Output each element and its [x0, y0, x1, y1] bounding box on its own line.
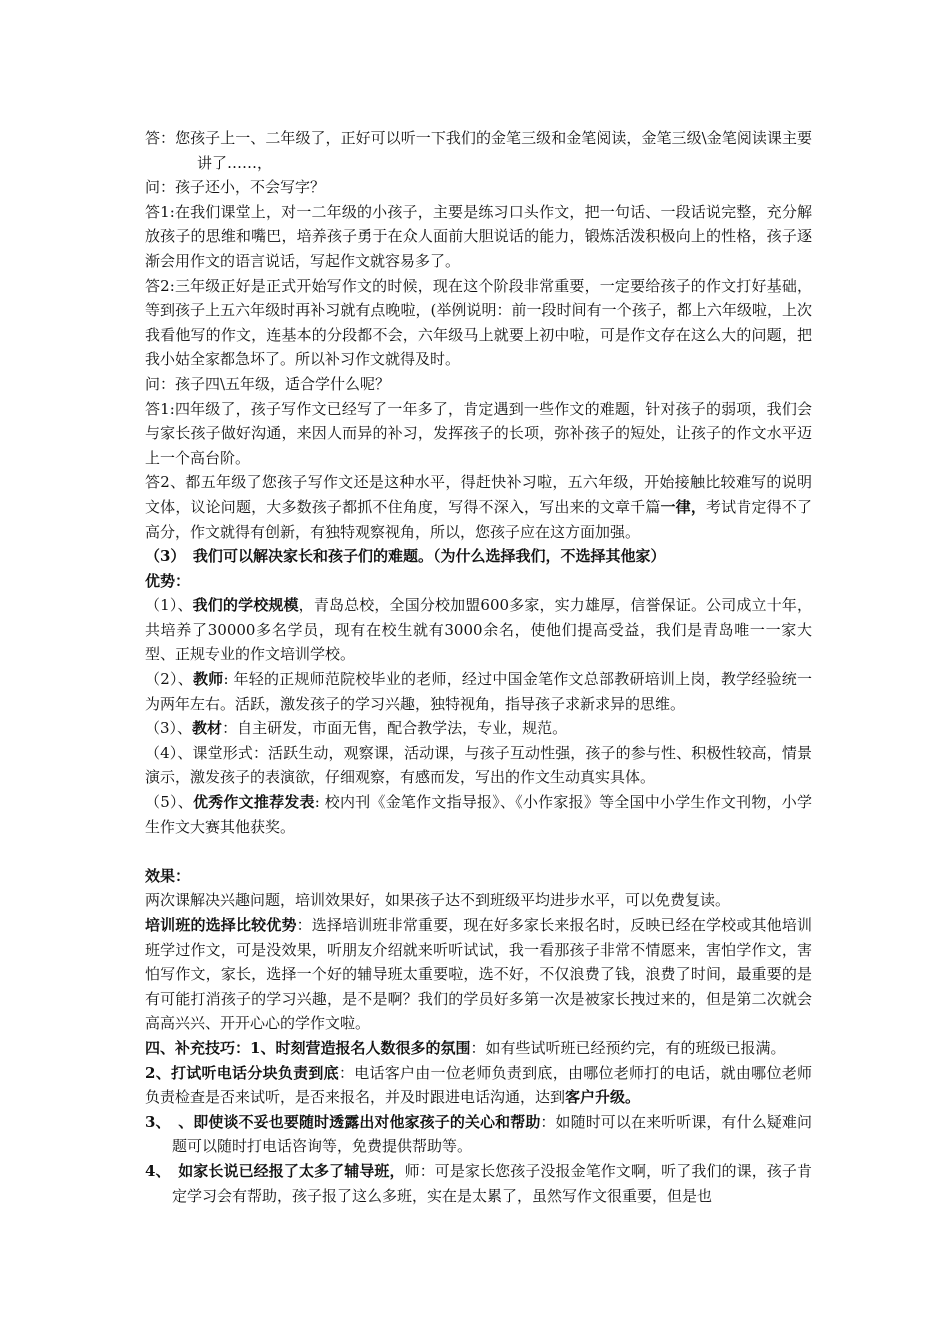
- compare-text: ：选择培训班非常重要，现在好多家长来报名时，反映已经在学校或其他培训班学过作文，可是没效果，听朋友介绍就来听听试试，我一看那孩子非常不情愿来，害怕学作文，害怕写作文，家长，选择一个好的辅导班太重要啦，选不好，不仅浪费了钱，浪费了时间，最重要的是有可能打消孩子的学习兴趣，是不是啊？我们的学员好多第一次是被家长拽过来的，但是第二次就会高高兴兴、开开心心的学作文啦。: [145, 916, 812, 1033]
- question-grade-4-5: 问：孩子四\五年级，适合学什么呢？: [145, 374, 391, 393]
- tip-4-title: 如家长说已经报了太多了辅导班，: [178, 1161, 405, 1180]
- blank-line: [145, 839, 812, 864]
- effect-text: 两次课解决兴趣问题，培训效果好，如果孩子达不到班级平均进步水平，可以免费复读。: [145, 891, 731, 910]
- compare-title: 培训班的选择比较优势: [145, 916, 297, 934]
- tip-3-text: ：如随时可以在来听听课，有什么疑难问题可以随时打电话咨询等，免费提供帮助等。: [172, 1112, 812, 1156]
- tip-4-paragraph: [145, 1159, 812, 1208]
- advantage-title: 我们的学校规模: [192, 596, 299, 615]
- answer-2-grade-3: 答2:三年级正好是正式开始写作文的时候，现在这个阶段非常重要，一定要给孩子的作文打好基础，等到孩子上五六年级时再补习就有点晚啦，(举例说明：前一段时间有一个孩子，都上六年级啦，上次我看他写的作文，连基本的分段都不会，六年级马上就要上初中啦，可是作文存在这么大的问题，把我小姑全家都急坏了。所以补习作文就得及时。: [145, 276, 812, 369]
- answer-1-young: 答1:在我们课堂上，对一二年级的小孩子，主要是练习口头作文，把一句话、一段话说完整，充分解放孩子的思维和嘴巴，培养孩子勇于在众人面前大胆说话的能力，锻炼活泼积极向上的性格，孩子逐渐会用作文的语言说话，写起作文就容易多了。: [145, 202, 812, 270]
- answer-2-grade-5-post: 考试肯定得不了高分，作文就得有创新，有独特观察视角，所以，您孩子应在这方面加强。: [145, 497, 812, 541]
- advantage-title: 教材: [192, 719, 223, 738]
- tip-2-text: ：电话客户由一位老师负责到底，由哪位老师打的电话，就由哪位老师负责检查是否来试听，是否来报名，并及时跟进电话沟通，达到: [145, 1063, 812, 1107]
- question-too-young: 问：孩子还小，不会写字？: [145, 178, 326, 197]
- answer-2-grade-5-bold: 一律，: [660, 497, 707, 516]
- answer-2-grade-5-pre: 答2、都五年级了您孩子写作文还是这种水平，得赶快补习啦，五六年级，开始接触比较难写的说明文体，议论问题，大多数孩子都抓不住角度，写得不深入，写出来的文章千篇: [145, 473, 812, 516]
- advantage-text: ：自主研发，市面无售，配合教学法，专业，规范。: [222, 719, 568, 738]
- advantage-text: ，青岛总校，全国分校加盟600多家，实力雄厚，信誉保证。公司成立十年，共培养了30000多名学员，现有在校生就有3000余名，使他们提高受益，我们是青岛唯一一家大型、正规专业的作文培训学校。: [145, 596, 812, 664]
- compare-paragraph: [145, 913, 812, 1036]
- tips-paragraph: [145, 1036, 812, 1061]
- answer-1-grade-4: 答1:四年级了，孩子写作文已经写了一年多了，肯定遇到一些作文的难题，针对孩子的弱项，我们会与家长孩子做好沟通，来因人而异的补习，发挥孩子的长项，弥补孩子的短处，让孩子的作文水平迈上一个高台阶。: [145, 399, 812, 467]
- effect-label: 效果：: [145, 866, 191, 885]
- tip-2-title: 2、打试听电话分块负责到底: [145, 1063, 339, 1082]
- advantage-item: [145, 593, 812, 667]
- advantage-item: [145, 716, 812, 741]
- tip-3-paragraph: [145, 1110, 812, 1159]
- advantage-num: （1）、: [145, 596, 193, 615]
- tip-3-num: 3、: [145, 1112, 179, 1131]
- advantage-item: [145, 741, 812, 790]
- tip-4-num: 4、: [145, 1161, 179, 1180]
- tip-2-paragraph: [145, 1061, 812, 1110]
- section-3-heading: （3） 我们可以解决家长和孩子们的难题。（为什么选择我们，不选择其他家）: [145, 547, 666, 566]
- tip-4-text: 师：可是家长您孩子没报金笔作文啊，听了我们的课，孩子肯定学习会有帮助，孩子报了这么多班，实在是太累了，虽然写作文很重要，但是也: [172, 1161, 812, 1205]
- advantage-num: （5）、: [145, 793, 193, 812]
- advantage-num: （4）、: [145, 743, 193, 762]
- advantages-label: 优势：: [145, 571, 191, 590]
- advantage-num: （2）、: [145, 670, 193, 689]
- advantage-text: : 校内刊《金笔作文指导报》、《小作家报》等全国中小学生作文刊物，小学生作文大赛其他获奖。: [145, 793, 813, 836]
- advantage-title: 优秀作文推荐发表: [192, 793, 315, 812]
- advantage-item: [145, 790, 812, 839]
- advantage-text: 课堂形式：活跃生动，观察课，活动课，与孩子互动性强，孩子的参与性、积极性较高，情景演示，激发孩子的表演欲，仔细观察，有感而发，写出的作文生动真实具体。: [145, 743, 812, 787]
- tips-title: 四、补充技巧：1、时刻营造报名人数很多的氛围: [145, 1038, 471, 1057]
- advantage-text: : 年轻的正规师范院校毕业的老师，经过中国金笔作文总部教研培训上岗，教学经验统一为两年左右。活跃，激发孩子的学习兴趣，独特视角，指导孩子求新求异的思维。: [145, 670, 812, 713]
- advantage-title: 教师: [192, 670, 224, 689]
- answer-2-grade-5: [145, 470, 812, 544]
- advantage-num: （3）、: [145, 719, 193, 738]
- tip-3-title: 、即使谈不妥也要随时透露出对他家孩子的关心和帮助: [178, 1112, 541, 1131]
- tips-text: ：如有些试听班已经预约完，有的班级已报满。: [470, 1038, 786, 1057]
- tip-2-bold-end: 客户升级。: [565, 1088, 641, 1107]
- answer-grade-1-2: 答：您孩子上一、二年级了，正好可以听一下我们的金笔三级和金笔阅读，金笔三级\金笔阅读课主要讲了……，: [145, 129, 812, 172]
- advantage-item: [145, 667, 812, 716]
